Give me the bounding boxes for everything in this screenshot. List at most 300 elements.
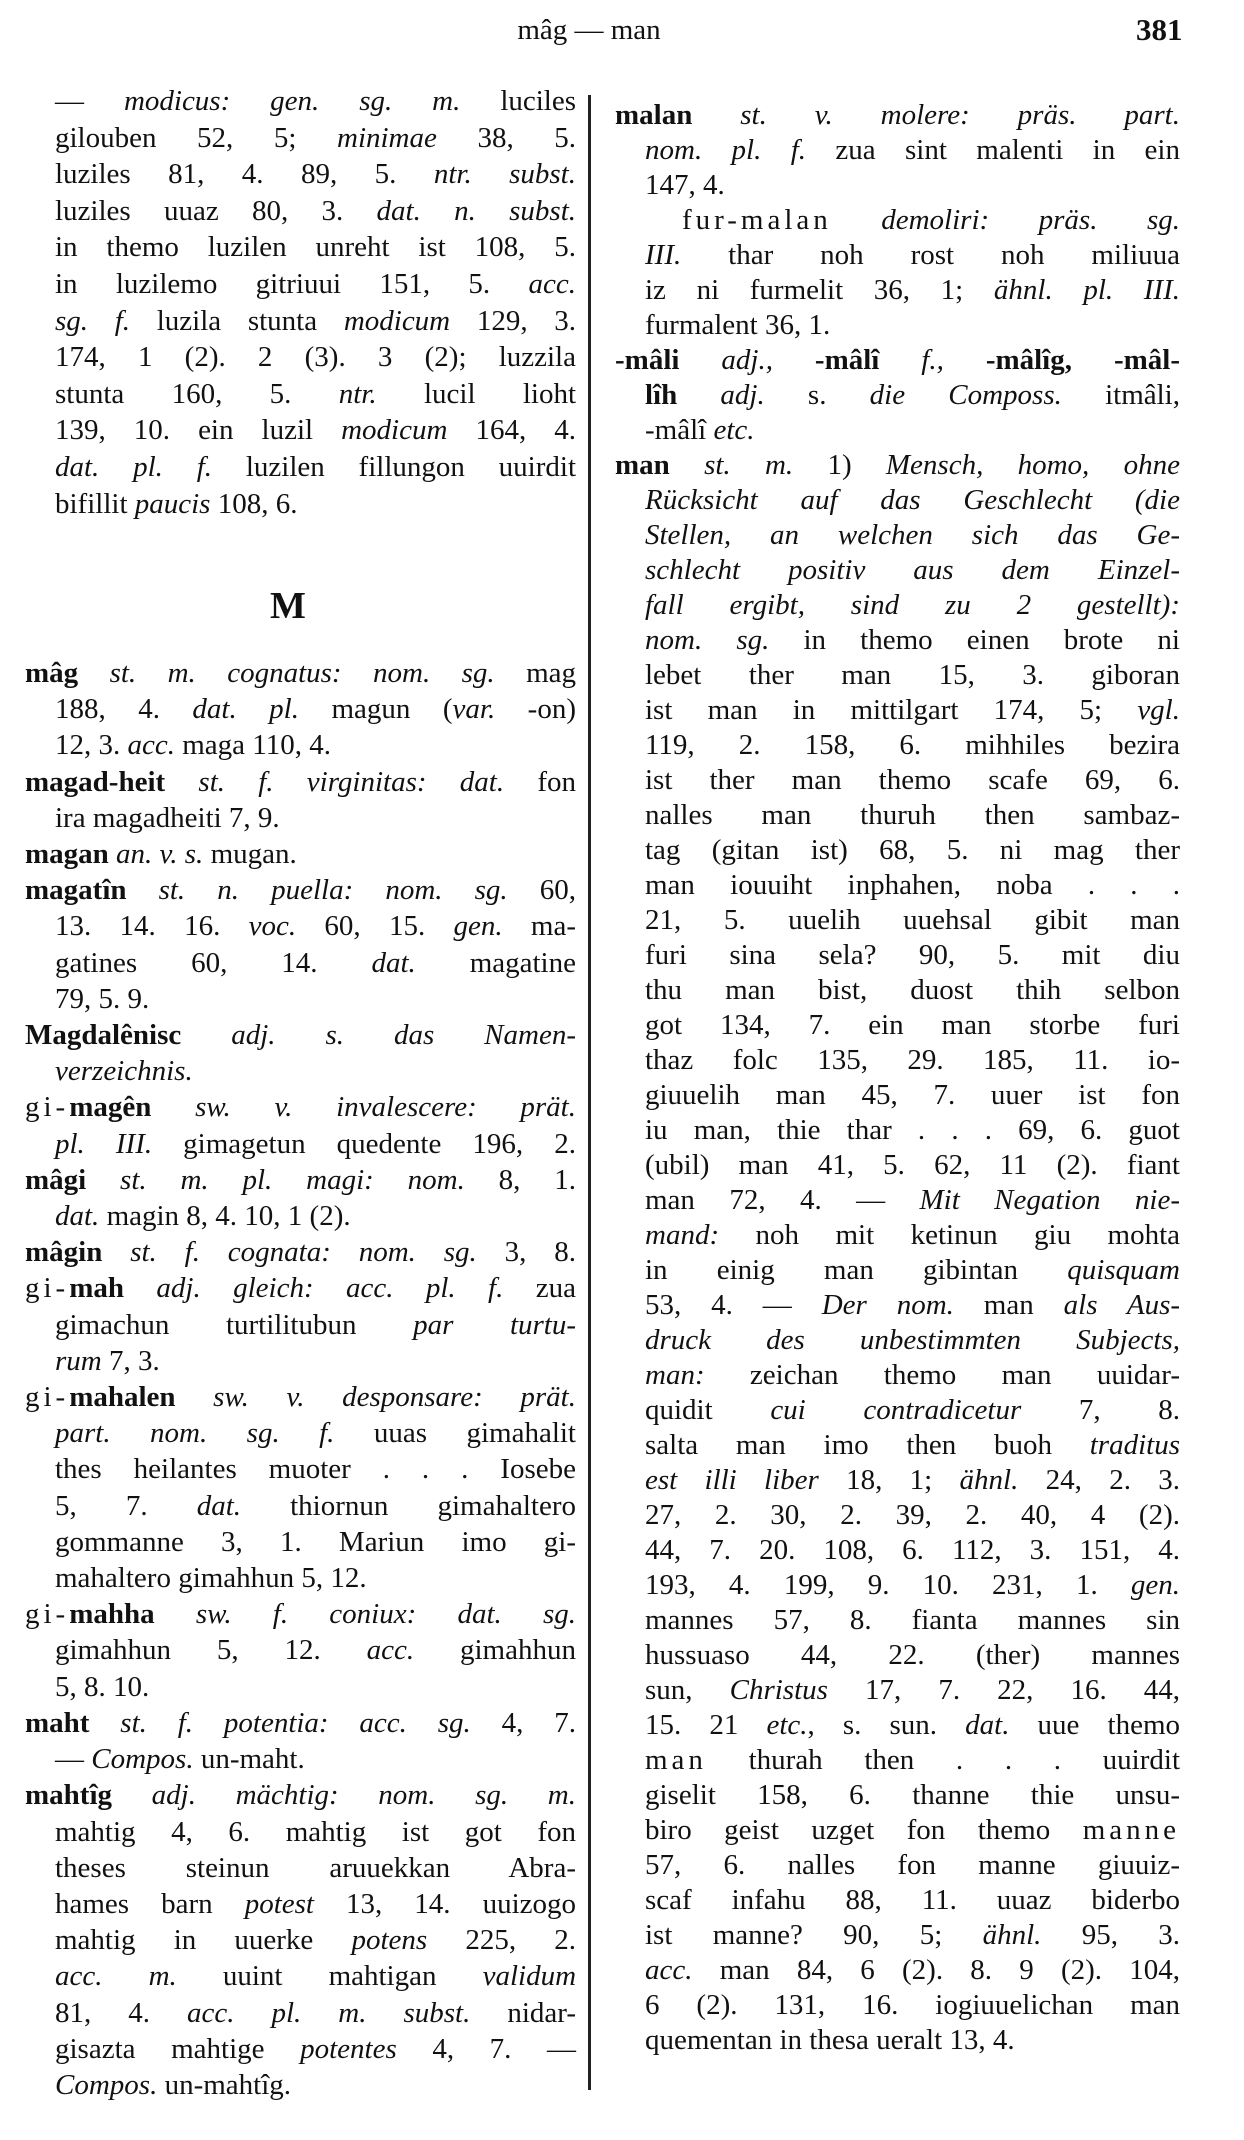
entry-text: 4, 7. [470,1706,576,1739]
dictionary-entry-line [55,412,576,449]
dictionary-entry-headline [25,872,576,908]
entry-text: biro geist uzget fon themo [645,1814,1083,1846]
headword: mahtîg [25,1779,112,1812]
headword: -mâlîg, -mâl- [943,344,1180,376]
dictionary-entry-line [55,83,576,120]
entry-text: 174, 1 (2). 2 (3). 3 (2); luzzila [55,341,576,374]
dictionary-entry-line [55,1922,576,1958]
grammar-note: modicum [343,304,451,337]
entry-text: 7, 8. [1021,1394,1180,1426]
dictionary-entry-line [645,1953,1180,1988]
entry-text: 6 (2). 131, 16. iogiuuelichan man [645,1989,1180,2021]
dictionary-entry-headline [25,1777,576,1813]
column-divider [588,95,591,2090]
entry-text: gi- [25,1381,70,1414]
entry-text: (ubil) man 41, 5. 62, 11 (2). fiant [645,1149,1180,1181]
entry-text: iz ni furmelit 36, 1; [645,274,994,306]
dictionary-entry-line [645,1883,1180,1918]
dictionary-entry-line [55,193,576,230]
dictionary-entry-line [645,1218,1180,1253]
grammar-note: validum [482,1960,577,1993]
entry-text: -on) [495,693,576,726]
dictionary-entry-line [55,376,576,413]
running-header: mâg — man [517,14,661,46]
grammar-note: nom. pl. f. [645,134,807,166]
grammar-note: potest [244,1887,314,1920]
dictionary-entry-headline [25,1089,576,1125]
dictionary-entry-line [645,1043,1180,1078]
dictionary-entry-line [55,1741,576,1777]
entry-text: magin 8, 4. 10, 1 (2). [99,1200,351,1233]
entry-text: man iouuiht inphahen, noba . . . [645,869,1180,901]
entry-text: zeichan themo man uuidar- [704,1359,1180,1391]
entry-text: 139, 10. ein luzil [55,414,342,447]
grammar-note: modicum [341,414,448,447]
headword: maht [25,1706,90,1739]
grammar-note: adj. [677,379,765,411]
dictionary-entry-line [55,1958,576,1994]
grammar-note: st. f. potentia: acc. sg. [89,1706,471,1739]
entry-text: , s. sun. [807,1709,966,1741]
entry-text: gimachun turtilitubun [55,1308,414,1341]
dictionary-entry-line [645,1323,1180,1358]
grammar-note: st. n. puella: nom. sg. [126,874,508,907]
headword: mâgi [25,1163,87,1196]
entry-text: bifillit [55,487,135,520]
dictionary-entry-line [55,339,576,376]
entry-text: 38, 5. [436,121,577,154]
dictionary-entry-headline [25,1234,576,1270]
entry-text: 147, 4. [645,169,725,201]
entry-text: thurah then . . . uuirdit [706,1744,1180,1776]
entry-text: magun ( [299,693,453,726]
grammar-note: part. nom. sg. f. [55,1417,335,1450]
grammar-note: dat. pl. [192,693,299,726]
grammar-note: druck des unbestimmten Subjects, [645,1324,1180,1356]
dictionary-entry-headline [25,655,576,691]
grammar-note: paucis [134,487,211,520]
grammar-note: verzeichnis. [55,1055,193,1088]
dictionary-entry-line [55,1814,576,1850]
grammar-note: dat. [965,1709,1010,1741]
dictionary-entry-line [55,1886,576,1922]
entry-text: 164, 4. [447,414,576,447]
headword: magad-heit [25,765,166,798]
dictionary-entry-line [55,229,576,266]
grammar-note: cui contradicetur [770,1394,1022,1426]
section-letter-heading: M [270,585,306,627]
grammar-note: fall ergibt, sind zu 2 gestellt): [645,589,1180,621]
grammar-note: adj. s. das Namen- [181,1019,576,1052]
entry-text: giselit 158, 6. thanne thie unsu- [645,1779,1180,1811]
dictionary-entry-headline [615,98,1180,133]
dictionary-entry-line [55,2067,576,2103]
entry-text: 13. 14. 16. [55,910,249,943]
dictionary-entry-line [645,203,1180,238]
dictionary-entry-headline [25,764,576,800]
dictionary-entry-line [645,1393,1180,1428]
entry-text: quidit [645,1394,771,1426]
entry-text: thes heilantes muoter . . . Iosebe [55,1453,576,1486]
grammar-note: man: [645,1359,705,1391]
headword: mâg [25,657,79,689]
entry-text: gisazta mahtige [55,2032,301,2065]
dictionary-entry-line [645,1813,1180,1848]
dictionary-entry-headline [615,343,1180,378]
entry-text: gilouben 52, 5; [55,121,337,154]
entry-text: in luzilemo gitriuui 151, 5. [55,267,529,300]
dictionary-entry-line [645,903,1180,938]
entry-text: thaz folc 135, 29. 185, 11. io- [645,1044,1180,1076]
dictionary-entry-line [55,1669,576,1705]
dictionary-entry-line [645,1498,1180,1533]
grammar-note: schlecht positiv aus dem Einzel- [645,554,1180,586]
grammar-note: voc. [248,910,297,943]
entry-text: 57, 6. nalles fon manne giuuiz- [645,1849,1180,1881]
entry-text: 44, 7. 20. 108, 6. 112, 3. 151, 4. [645,1534,1180,1566]
grammar-note: est illi liber [645,1464,819,1496]
dictionary-entry-line [55,1632,576,1668]
grammar-note: III. [645,239,682,271]
entry-text: mahtig in uuerke [55,1924,352,1957]
dictionary-entry-line [55,120,576,157]
entry-text: zua [503,1272,576,1305]
entry-text: man [645,1744,707,1776]
dictionary-entry-line [645,483,1180,518]
dictionary-entry-line [55,727,576,763]
grammar-note: rum [55,1344,102,1377]
grammar-note: dat. n. subst. [376,194,577,227]
entry-text: thiornun gimahaltero [241,1489,576,1522]
dictionary-entry-line [55,691,576,727]
entry-text: magatine [415,946,576,979]
dictionary-entry-line [55,266,576,303]
entry-text: luciles [460,85,577,117]
entry-text: 12, 3. [55,729,128,762]
entry-text: luziles uuaz 80, 3. [55,194,377,227]
dictionary-entry-line [55,800,576,836]
dictionary-entry-line [55,1451,576,1487]
entry-text: stunta 160, 5. [55,377,339,410]
grammar-note: modicus: gen. sg. m. [123,85,461,117]
grammar-note: var. [452,693,496,726]
grammar-note: potens [351,1924,428,1957]
dictionary-entry-line [645,1533,1180,1568]
grammar-note: quisquam [1067,1254,1180,1286]
dictionary-entry-line [645,1358,1180,1393]
entry-text: 4, 7. — [396,2032,576,2065]
entry-text: hussuaso 44, 22. (ther) mannes [645,1639,1180,1671]
grammar-note: Stellen, an welchen sich das Ge- [645,519,1180,551]
dictionary-entry-line [645,658,1180,693]
dictionary-entry-line [645,693,1180,728]
entry-text: in themo luzilen unreht ist 108, 5. [55,231,576,264]
entry-text: gatines 60, 14. [55,946,372,979]
grammar-note: acc. [645,1954,693,1986]
dictionary-entry-line [645,1113,1180,1148]
entry-text: lucil lioht [376,377,576,410]
dictionary-entry-line [55,945,576,981]
dictionary-entry-line [645,1918,1180,1953]
dictionary-entry-headline [25,1705,576,1741]
grammar-note: st. m. pl. magi: nom. [86,1163,465,1196]
headword: lîh [645,379,678,411]
entry-text: thar noh rost noh miliuua [681,239,1180,271]
dictionary-entry-line [645,308,1180,343]
grammar-note: adj. gleich: acc. pl. f. [124,1272,504,1305]
entry-text: gimagetun quedente 196, 2. [152,1127,576,1160]
entry-text: lebet ther man 15, 3. giboran [645,659,1180,691]
left-column-bottom [25,655,577,2103]
grammar-note: sg. f. [55,304,131,337]
grammar-note: etc. [713,414,755,446]
dictionary-entry-line [645,518,1180,553]
headword: mâgin [25,1236,103,1269]
entry-text: 27, 2. 30, 2. 39, 2. 40, 4 (2). [645,1499,1180,1531]
headword: Magdalênisc [25,1019,182,1052]
grammar-note: sw. v. desponsare: prät. [175,1381,576,1414]
entry-text: 21, 5. uuelih uuehsal gibit man [645,904,1180,936]
dictionary-entry-line [645,588,1180,623]
dictionary-entry-line [55,1343,576,1379]
dictionary-entry-line [645,1288,1180,1323]
dictionary-entry-line [645,1253,1180,1288]
entry-text: nidar- [470,1996,576,2029]
dictionary-entry-line [645,833,1180,868]
entry-text: 193, 4. 199, 9. 10. 231, 1. [645,1569,1131,1601]
grammar-note: dat. [196,1489,242,1522]
grammar-note: die Composs. [869,379,1062,411]
dictionary-entry-line [645,168,1180,203]
grammar-note: minimae [337,121,437,154]
grammar-note: als Aus- [1063,1289,1181,1321]
grammar-note: ähnl. pl. III. [993,274,1180,306]
entry-text: 13, 14. uuizogo [313,1887,576,1920]
entry-text: quementan in thesa ueralt 13, 4. [645,2024,1015,2056]
grammar-note: mand: [645,1219,720,1251]
entry-text: 3, 8. [476,1236,577,1269]
dictionary-entry-headline [25,1162,576,1198]
dictionary-entry-line [645,623,1180,658]
entry-text: 129, 3. [450,304,577,337]
grammar-note: dat. [371,946,416,979]
dictionary-entry-line [645,1778,1180,1813]
grammar-note: ntr. [338,377,377,410]
grammar-note: st. f. cognata: nom. sg. [102,1236,477,1269]
entry-text: ist man in mittilgart 174, 5; [645,694,1138,726]
entry-text: luzilen fillungon uuirdit [212,450,577,483]
grammar-note: dat. pl. f. [55,450,213,483]
entry-text: gimahhun [414,1634,576,1667]
dictionary-entry-line [645,868,1180,903]
grammar-note: Christus [729,1674,828,1706]
entry-text: thu man bist, duost thih selbon [645,974,1180,1006]
entry-text: — [55,85,124,117]
entry-text: noh mit ketinun giu mohta [719,1219,1180,1251]
entry-text: 17, 7. 22, 16. 44, [827,1674,1180,1706]
dictionary-entry-line [55,1053,576,1089]
entry-text: s. [764,379,870,411]
entry-text: zua sint malenti in ein [806,134,1180,166]
entry-text: gi- [25,1598,70,1631]
right-column [615,98,1181,2058]
grammar-note: acc. [127,729,175,762]
dictionary-entry-line [55,2031,576,2067]
entry-text: nalles man thuruh then sambaz- [645,799,1180,831]
grammar-note: acc. [528,267,576,300]
entry-text: -mâlî [645,414,714,446]
entry-text: 119, 2. 158, 6. mihhiles bezira [645,729,1180,761]
dictionary-entry-headline [25,1596,576,1632]
dictionary-entry-line [55,449,576,486]
grammar-note: ähnl. [982,1919,1042,1951]
entry-text: ist ther man themo scafe 69, 6. [645,764,1180,796]
headword: magatîn [25,874,127,907]
grammar-note: ähnl. [959,1464,1019,1496]
entry-text: ira magadheiti 7, 9. [55,801,280,834]
dictionary-entry-headline [615,448,1180,483]
dictionary-entry-headline [25,1270,576,1306]
entry-text: 24, 2. 3. [1018,1464,1181,1496]
entry-text: man [953,1289,1064,1321]
dictionary-entry-line [55,1126,576,1162]
dictionary-entry-line [645,1568,1180,1603]
entry-text: gommanne 3, 1. Mariun imo gi- [55,1525,576,1558]
entry-text: 5, 7. [55,1489,197,1522]
entry-text: fon [504,765,576,798]
entry-text: tag (gitan ist) 68, 5. ni mag ther [645,834,1180,866]
grammar-note: st. m. [669,449,794,481]
dictionary-entry-line [645,413,1180,448]
dictionary-entry-line [645,378,1180,413]
dictionary-entry-line [55,981,576,1017]
grammar-note: st. f. virginitas: dat. [165,765,505,798]
dictionary-entry-line [55,303,576,340]
entry-text: mag [494,657,577,689]
dictionary-entry-line [645,1848,1180,1883]
grammar-note: dat. [55,1200,100,1233]
grammar-note: pl. III. [55,1127,153,1160]
entry-text: hames barn [55,1887,245,1920]
grammar-note: etc. [766,1709,808,1741]
dictionary-entry-line [55,1488,576,1524]
grammar-note: st. v. molere: präs. part. [692,99,1180,131]
entry-text: 188, 4. [55,693,193,726]
dictionary-entry-line [645,1673,1180,1708]
entry-text: in einig man gibintan [645,1254,1068,1286]
entry-text: uuint mahtigan [176,1960,483,1993]
grammar-note: st. m. cognatus: nom. sg. [78,657,495,689]
dictionary-entry-line [645,273,1180,308]
entry-text: 79, 5. 9. [55,982,150,1015]
entry-text: gi- [25,1272,70,1305]
headword: mahha [69,1598,155,1631]
dictionary-entry-line [645,1148,1180,1183]
dictionary-entry-line [645,133,1180,168]
grammar-note: nom. sg. [645,624,770,656]
entry-text: 5, 8. 10. [55,1670,150,1703]
dictionary-entry-line [55,156,576,193]
entry-text: un-maht. [193,1743,305,1776]
dictionary-entry-line [645,1078,1180,1113]
entry-text: 18, 1; [818,1464,960,1496]
dictionary-entry-line [55,908,576,944]
entry-text: mannes 57, 8. fianta mannes sin [645,1604,1180,1636]
grammar-note: acc. pl. m. subst. [186,1996,471,2029]
dictionary-entry-line [645,238,1180,273]
dictionary-entry-headline [25,1379,576,1415]
grammar-note: Mit Negation nie- [919,1184,1180,1216]
grammar-note: Rücksicht auf das Geschlecht (die [645,484,1180,516]
grammar-note: adj., [679,344,773,376]
entry-text: 225, 2. [427,1924,576,1957]
dictionary-entry-line [645,763,1180,798]
entry-text: uuas gimahalit [334,1417,576,1450]
entry-text: 8, 1. [464,1163,576,1196]
entry-text: fur-malan [682,204,832,236]
grammar-note: Compos. [55,2068,158,2101]
dictionary-entry-line [645,1603,1180,1638]
dictionary-entry-line [645,798,1180,833]
entry-text: gimahhun 5, 12. [55,1634,367,1667]
dictionary-entry-line [645,1638,1180,1673]
headword: mahalen [69,1381,176,1414]
headword: man [615,449,670,481]
grammar-note: potentes [300,2032,397,2065]
entry-text: uue themo [1009,1709,1181,1741]
grammar-note: Der nom. [821,1289,954,1321]
entry-text: sun, [645,1674,730,1706]
entry-text: mahaltero gimahhun 5, 12. [55,1562,367,1595]
dictionary-entry-line [645,1463,1180,1498]
dictionary-entry-headline [25,836,576,872]
dictionary-entry-line [645,728,1180,763]
headword: magan [25,838,109,871]
dictionary-entry-line [645,1743,1180,1778]
entry-text: gi- [25,1091,70,1124]
dictionary-entry-line [55,1415,576,1451]
dictionary-entry-line [645,1428,1180,1463]
headword: malan [615,99,693,131]
headword: mah [69,1272,125,1305]
grammar-note: f., [879,344,944,376]
grammar-note: Mensch, homo, ohne [885,449,1180,481]
entry-text: itmâli, [1061,379,1180,411]
entry-text: 60, [507,874,577,907]
page-number: 381 [1136,12,1183,47]
entry-text: 1) [793,449,886,481]
grammar-note: sw. f. coniux: dat. sg. [154,1598,576,1631]
entry-text: mahtig 4, 6. mahtig ist got fon [55,1815,576,1848]
dictionary-entry-line [645,1708,1180,1743]
grammar-note: adj. mächtig: nom. sg. m. [112,1779,576,1812]
entry-text: theses steinun aruuekkan Abra- [55,1851,576,1884]
grammar-note: ntr. subst. [433,158,576,191]
dictionary-entry-line [55,1560,576,1596]
entry-text: 53, 4. — [645,1289,822,1321]
dictionary-entry-line [645,1008,1180,1043]
entry-text: iu man, thie thar . . . 69, 6. guot [645,1114,1180,1146]
entry-text: 60, 15. [296,910,454,943]
dictionary-entry-line [645,938,1180,973]
entry-text: salta man imo then buoh [645,1429,1090,1461]
dictionary-entry-line [645,1183,1180,1218]
dictionary-entry-headline [25,1017,576,1053]
headword: magên [69,1091,152,1124]
dictionary-entry-line [55,1995,576,2031]
dictionary-entry-line [645,2023,1180,2058]
dictionary-entry-line [55,486,576,523]
